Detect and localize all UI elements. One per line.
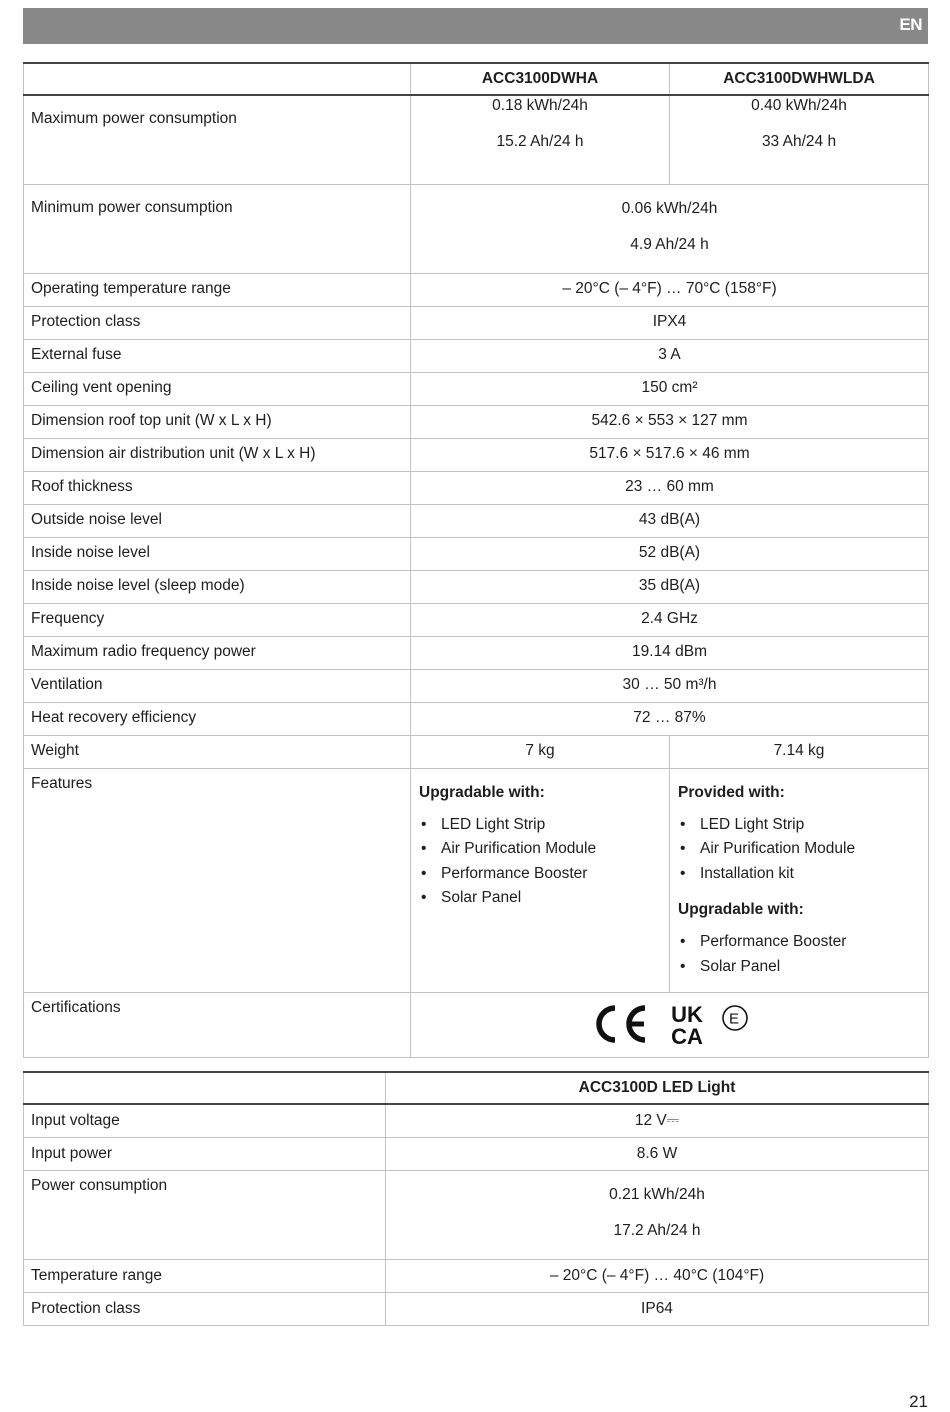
row-label: Protection class — [24, 306, 411, 339]
row-ceiling-vent — [24, 372, 929, 405]
row-certifications — [24, 992, 929, 1057]
value-line: 0.18 kWh/24h — [492, 97, 588, 114]
row-value: 23 … 60 mm — [411, 471, 929, 504]
row-operating-temp — [24, 273, 929, 306]
row-input-voltage — [24, 1104, 929, 1138]
list-item: • Air Purification Module — [678, 839, 921, 864]
row-value: 517.6 × 517.6 × 46 mm — [411, 438, 929, 471]
e-mark-text: E — [728, 1010, 739, 1027]
spec-table-main — [23, 62, 929, 1058]
row-label: Ceiling vent opening — [24, 372, 411, 405]
row-label: Operating temperature range — [24, 273, 411, 306]
header-cell-model-a: ACC3100DWHA — [411, 63, 670, 95]
cell-min-power — [411, 184, 929, 273]
row-label: Power consumption — [24, 1171, 386, 1260]
row-label: Maximum power consumption — [24, 95, 411, 184]
row-value: 8.6 W — [386, 1138, 929, 1171]
value-line: 0.21 kWh/24h — [609, 1186, 705, 1203]
row-label: Minimum power consumption — [24, 184, 411, 273]
row-roof-thickness — [24, 471, 929, 504]
row-value: 43 dB(A) — [411, 504, 929, 537]
features-list — [419, 815, 662, 913]
row-label: Features — [24, 768, 411, 992]
row-protection-class — [24, 306, 929, 339]
features-title: Upgradable with: — [419, 783, 545, 801]
header-cell-empty — [24, 1072, 386, 1104]
ce-mark-icon — [590, 1002, 654, 1046]
row-value: – 20°C (– 4°F) … 40°C (104°F) — [386, 1260, 929, 1293]
ukca-bottom-text: CA — [670, 1023, 703, 1047]
cell-features-b — [670, 768, 929, 992]
row-min-power — [24, 184, 929, 273]
row-value: 3 A — [411, 339, 929, 372]
header-row — [24, 1072, 929, 1104]
row-dimension-air-unit — [24, 438, 929, 471]
row-weight — [24, 735, 929, 768]
row-value: 35 dB(A) — [411, 570, 929, 603]
row-value: 72 … 87% — [411, 702, 929, 735]
cell-max-power-b — [670, 95, 929, 184]
row-value: IPX4 — [411, 306, 929, 339]
row-label: Dimension air distribution unit (W x L x H) — [24, 438, 411, 471]
row-label: Input power — [24, 1138, 386, 1171]
row-outside-noise — [24, 504, 929, 537]
row-value: 52 dB(A) — [411, 537, 929, 570]
list-item: • Air Purification Module — [419, 839, 662, 864]
row-label: Frequency — [24, 603, 411, 636]
row-label: External fuse — [24, 339, 411, 372]
row-temperature-range — [24, 1260, 929, 1293]
cell-weight-b: 7.14 kg — [670, 735, 929, 768]
row-max-power — [24, 95, 929, 184]
list-item: • Performance Booster — [678, 932, 921, 957]
row-label: Maximum radio frequency power — [24, 636, 411, 669]
value-line: 0.06 kWh/24h — [621, 199, 718, 217]
row-label: Protection class — [24, 1293, 386, 1326]
row-value: 542.6 × 553 × 127 mm — [411, 405, 929, 438]
ukca-mark-icon — [664, 1001, 710, 1047]
row-value: 30 … 50 m³/h — [411, 669, 929, 702]
row-label: Inside noise level — [24, 537, 411, 570]
row-label: Outside noise level — [24, 504, 411, 537]
row-label: Dimension roof top unit (W x L x H) — [24, 405, 411, 438]
list-item: • LED Light Strip — [419, 815, 662, 840]
cell-max-power-a — [411, 95, 670, 184]
features-title: Provided with: — [678, 783, 785, 801]
cell-power-consumption — [386, 1171, 929, 1260]
list-item: • Installation kit — [678, 864, 921, 889]
row-value: 150 cm² — [411, 372, 929, 405]
row-ventilation — [24, 669, 929, 702]
page-number: 21 — [909, 1392, 928, 1411]
row-value: 2.4 GHz — [411, 603, 929, 636]
row-frequency — [24, 603, 929, 636]
header-row — [24, 63, 929, 95]
row-external-fuse — [24, 339, 929, 372]
cell-features-a — [411, 768, 670, 992]
value-line: 17.2 Ah/24 h — [613, 1222, 701, 1239]
cell-certifications — [411, 992, 929, 1057]
row-label: Heat recovery efficiency — [24, 702, 411, 735]
row-inside-noise — [24, 537, 929, 570]
list-item: • Performance Booster — [419, 864, 662, 889]
row-power-consumption — [24, 1171, 929, 1260]
row-value: 12 V⎓ — [386, 1104, 929, 1138]
row-features — [24, 768, 929, 992]
value-line: 33 Ah/24 h — [761, 133, 837, 150]
list-item: • LED Light Strip — [678, 815, 921, 840]
list-item: • Solar Panel — [678, 957, 921, 982]
row-value: IP64 — [386, 1293, 929, 1326]
features-title: Upgradable with: — [678, 901, 804, 918]
header-bar — [23, 8, 928, 44]
row-input-power — [24, 1138, 929, 1171]
cell-weight-a: 7 kg — [411, 735, 670, 768]
e-mark-icon — [720, 1003, 750, 1033]
row-label: Weight — [24, 735, 411, 768]
features-list — [678, 815, 921, 889]
language-label: EN — [899, 15, 922, 34]
row-protection-class — [24, 1293, 929, 1326]
row-label: Temperature range — [24, 1260, 386, 1293]
value-line: 15.2 Ah/24 h — [496, 133, 584, 150]
features-list — [678, 932, 921, 981]
row-value: 19.14 dBm — [411, 636, 929, 669]
row-label: Inside noise level (sleep mode) — [24, 570, 411, 603]
header-cell-led-light: ACC3100D LED Light — [386, 1072, 929, 1104]
value-line: 0.40 kWh/24h — [751, 97, 847, 114]
list-item: • Solar Panel — [419, 888, 662, 913]
header-cell-empty — [24, 63, 411, 95]
ukca-top-text: UK — [670, 1001, 703, 1027]
header-cell-model-b: ACC3100DWHWLDA — [670, 63, 929, 95]
spec-table-led — [23, 1071, 929, 1326]
row-label: Input voltage — [24, 1104, 386, 1138]
row-label: Roof thickness — [24, 471, 411, 504]
row-dimension-roof-unit — [24, 405, 929, 438]
row-label: Ventilation — [24, 669, 411, 702]
row-max-rf-power — [24, 636, 929, 669]
row-value: – 20°C (– 4°F) … 70°C (158°F) — [411, 273, 929, 306]
row-label: Certifications — [24, 992, 411, 1057]
row-inside-noise-sleep — [24, 570, 929, 603]
value-line: 4.9 Ah/24 h — [630, 235, 709, 253]
row-heat-recovery — [24, 702, 929, 735]
